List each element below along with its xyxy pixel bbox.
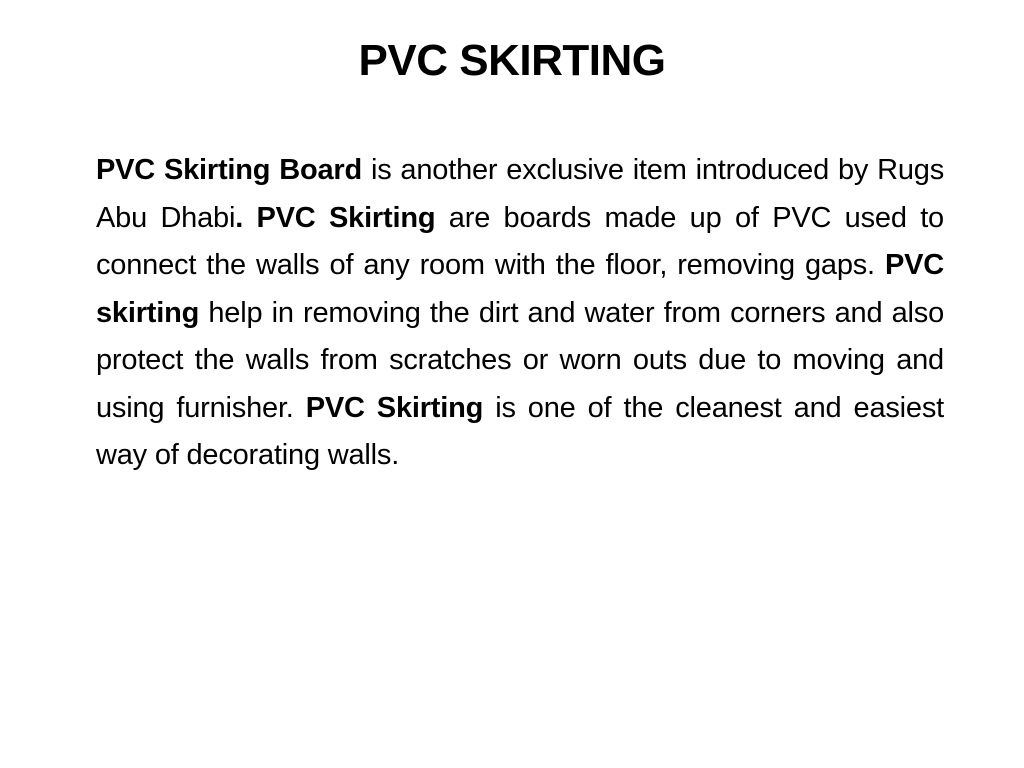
bold-run: PVC skirting [96, 249, 944, 329]
bold-run: PVC Skirting Board [96, 154, 363, 186]
slide-title: PVC SKIRTING [358, 36, 666, 85]
text-run: help in removing the dirt and water from corners and also protect the walls from scratches or worn outs due to moving and using furnisher. [96, 296, 944, 424]
bold-run: . PVC Skirting [235, 201, 436, 234]
text-run: are boards made up of PVC used to connect the walls of any room with the floor, removing gaps. [96, 201, 944, 281]
text-run: is another exclusive item introduced by Rugs Abu Dhabi [96, 154, 945, 234]
slide-body-paragraph [96, 147, 944, 480]
bold-run: PVC Skirting [305, 391, 484, 424]
text-run: is one of the cleanest and easiest way of decorating walls. [96, 391, 945, 471]
